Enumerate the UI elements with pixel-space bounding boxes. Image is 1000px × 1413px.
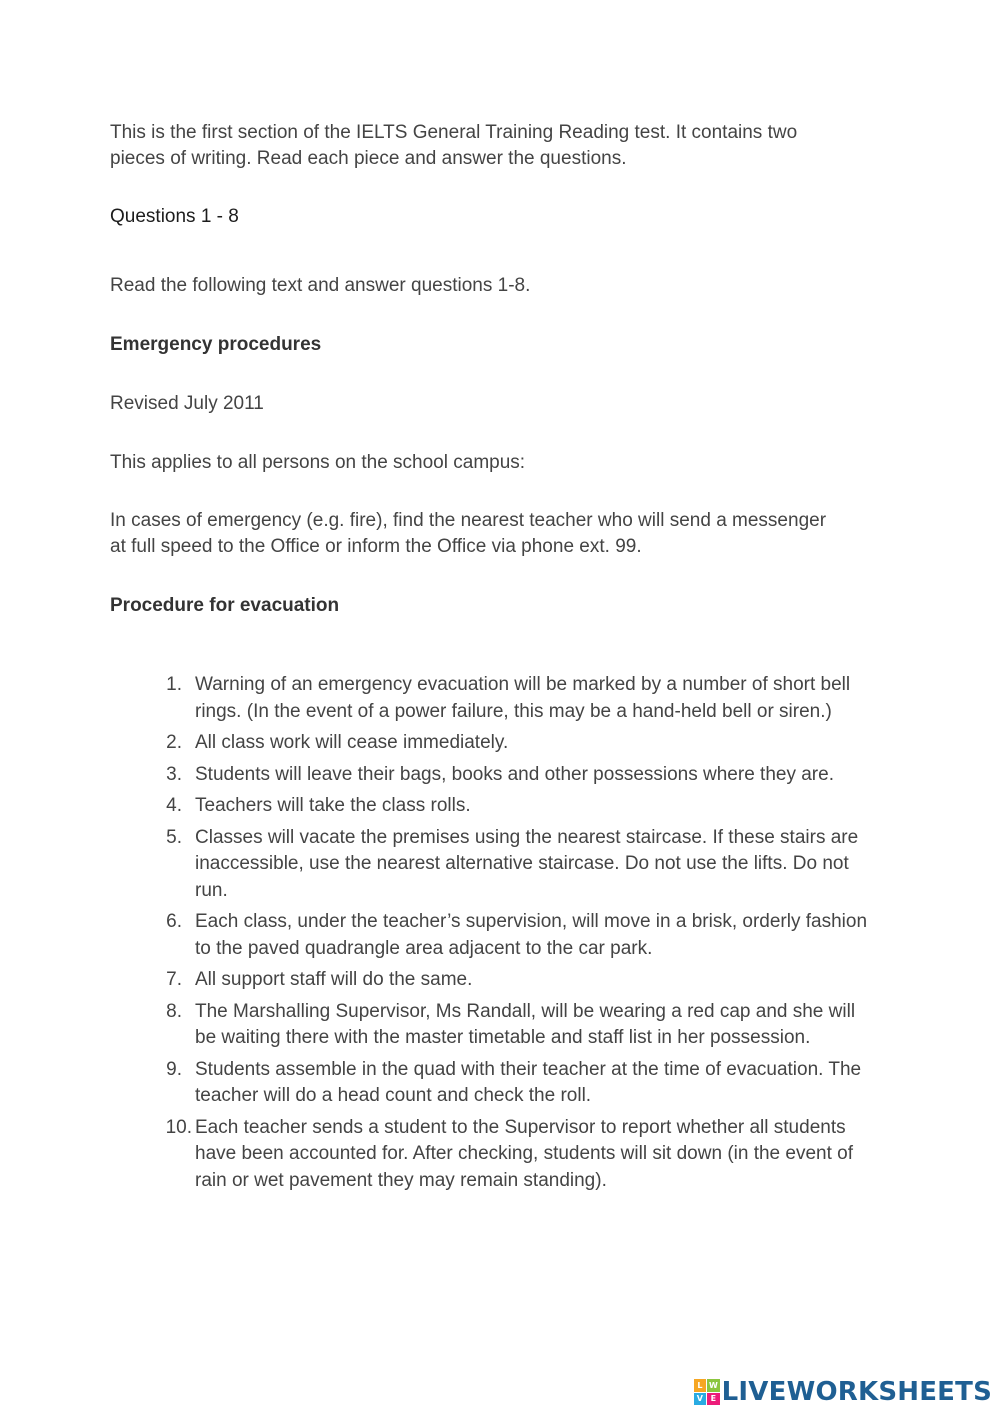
step-text: Warning of an emergency evacuation will be marked by a number of short bell rings. (In the event of a power failure, this may be a hand-held bell or siren.) <box>195 674 851 722</box>
logo-letter: W <box>708 1380 718 1390</box>
intro-paragraph <box>110 120 890 172</box>
step-number: 7. <box>166 969 182 990</box>
logo-letter: V <box>694 1393 707 1406</box>
liveworksheets-brand <box>694 1377 992 1407</box>
document-title: Emergency procedures <box>110 334 322 355</box>
step-number: 3. <box>166 763 182 785</box>
list-item <box>0 1115 1000 1195</box>
emergency-line-1: In cases of emergency (e.g. fire), find the nearest teacher who will send a messenger <box>110 510 827 531</box>
step-text: Students will leave their bags, books and other possessions where they are. <box>195 763 834 785</box>
step-number: 2. <box>166 732 182 753</box>
list-item <box>0 999 1000 1052</box>
list-item <box>0 730 1000 757</box>
list-item <box>0 825 1000 905</box>
list-item <box>0 1057 1000 1110</box>
step-number: 10. <box>165 1116 192 1138</box>
evacuation-steps-list <box>0 672 1000 1199</box>
brand-name: LIVEWORKSHEETS <box>721 1377 992 1407</box>
list-item <box>0 967 1000 994</box>
step-text: Each class, under the teacher’s supervision, will move in a brisk, orderly fashion to the paved quadrangle area adjacent to the car park. <box>195 911 868 959</box>
list-item <box>0 793 1000 820</box>
intro-line-1: This is the first section of the IELTS General Training Reading test. It contains two <box>110 122 798 143</box>
step-text: Students assemble in the quad with their teacher at the time of evacuation. The teacher will do a head count and check the roll. <box>195 1058 862 1106</box>
step-text: Each teacher sends a student to the Supervisor to report whether all students have been accounted for. After checking, students will sit down (in the event of rain or wet pavement they may remain standing). <box>195 1116 854 1191</box>
evacuation-heading: Procedure for evacuation <box>110 595 340 616</box>
emergency-line-2: at full speed to the Office or inform the Office via phone ext. 99. <box>110 536 642 557</box>
step-number: 4. <box>166 795 182 816</box>
step-text: Classes will vacate the premises using the nearest staircase. If these stairs are inaccessible, use the nearest alternative staircase. Do not use the lifts. Do not run. <box>195 826 859 901</box>
emergency-paragraph <box>110 508 890 560</box>
revised-date: Revised July 2011 <box>110 393 264 414</box>
questions-heading: Questions 1 - 8 <box>110 206 239 227</box>
applies-text: This applies to all persons on the school campus: <box>110 452 526 473</box>
step-text: All class work will cease immediately. <box>195 732 509 753</box>
step-number: 5. <box>166 826 182 848</box>
step-text: The Marshalling Supervisor, Ms Randall, will be wearing a red cap and she will be waiting there with the master timetable and staff list in her possession. <box>195 1000 856 1048</box>
step-text: All support staff will do the same. <box>195 969 473 990</box>
list-item <box>0 762 1000 789</box>
list-item <box>0 909 1000 962</box>
step-number: 8. <box>166 1000 182 1022</box>
step-number: 6. <box>166 911 182 932</box>
step-text: Teachers will take the class rolls. <box>195 795 471 816</box>
liveworksheets-logo-icon <box>694 1379 720 1405</box>
intro-line-2: pieces of writing. Read each piece and answer the questions. <box>110 148 627 169</box>
logo-letter: L <box>694 1379 707 1392</box>
step-number: 9. <box>166 1058 182 1080</box>
logo-letter: E <box>707 1393 720 1406</box>
list-item <box>0 672 1000 725</box>
step-number: 1. <box>166 674 182 695</box>
instruction-text: Read the following text and answer questions 1-8. <box>110 275 531 296</box>
